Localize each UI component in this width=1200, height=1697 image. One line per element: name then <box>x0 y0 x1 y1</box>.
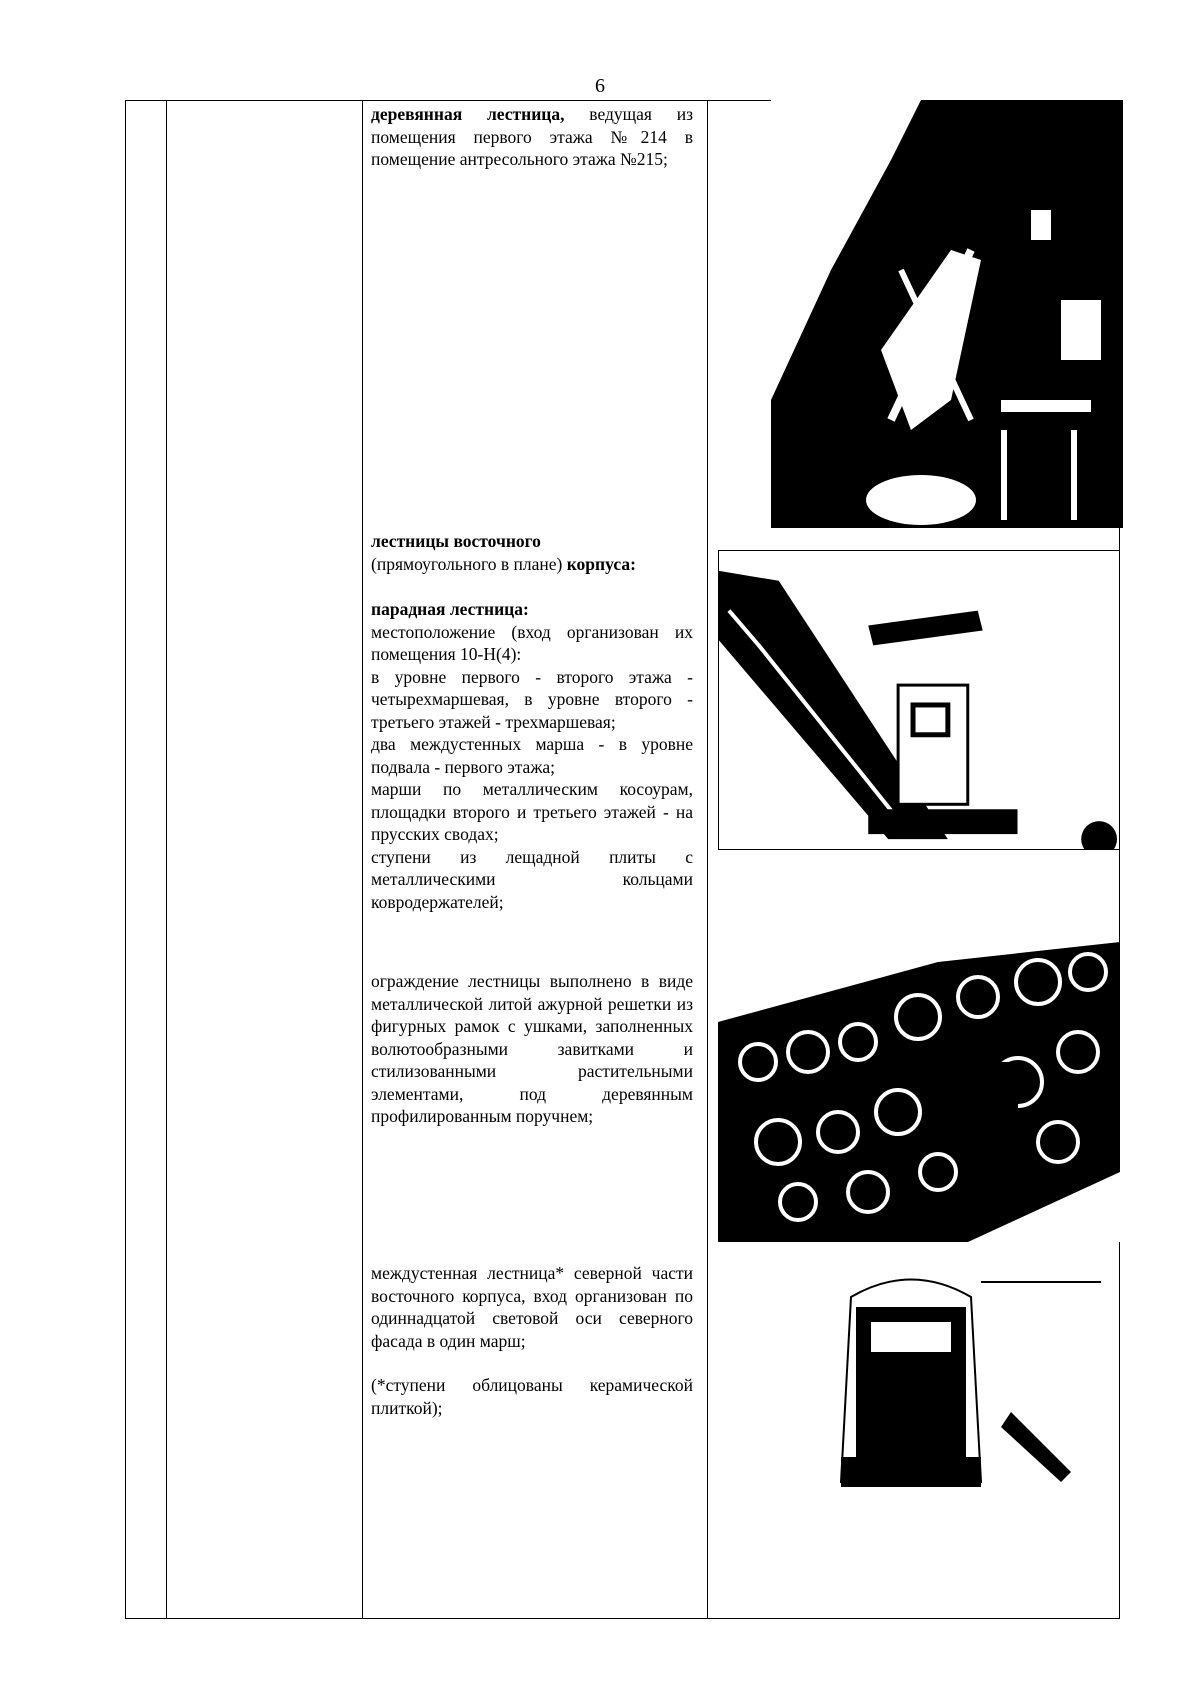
main-stair-item: два междустенных марша - в уровне подвала - первого этажа; <box>371 734 693 777</box>
main-stair-item: ступени из лещадной плиты с металлическими кольцами ковродержателей; <box>371 846 693 912</box>
east-wing-heading-line1: лестницы восточного <box>371 531 541 551</box>
main-stair-item: местоположение (вход организован их помещения 10-Н(4): <box>371 621 693 664</box>
east-wing-heading-plan: (прямоугольного в плане) <box>371 553 563 574</box>
column-divider-1 <box>166 101 167 1618</box>
block-main-stair <box>371 598 693 913</box>
railing-text: ограждение лестницы выполнено в виде металлической литой ажурной решетки из фигурных рамок с ушками, заполненных волютообразными завитками и стилизованными растительными элементами, под деревянным профилированным поручнем; <box>371 971 693 1126</box>
main-stair-item: марши по металлическим косоурам, площадки второго и третьего этажей - на прусских сводах; <box>371 779 693 844</box>
east-wing-heading-corpus: корпуса: <box>562 553 636 574</box>
block-railing <box>371 970 693 1128</box>
interwall-stair-note: (*ступени облицованы керамической плиткой); <box>371 1375 693 1418</box>
wooden-stair-text: ведущая из помещения первого этажа №214 в помещение антресольного этажа №215; <box>371 104 693 169</box>
page-number: 6 <box>595 75 605 97</box>
main-stair-heading: парадная лестница: <box>371 599 529 619</box>
block-east-wing-heading <box>371 530 693 575</box>
column-divider-3 <box>707 101 708 1618</box>
block-interwall-stair <box>371 1262 693 1419</box>
main-stair-item: в уровне первого - второго этажа - четырехмаршевая, в уровне второго - третьего этажей - трехмаршевая; <box>371 666 693 732</box>
photo-railing <box>718 942 1120 1242</box>
block-wooden-stair <box>371 103 693 171</box>
photo-interwall-stair <box>811 1262 1109 1502</box>
photo-wooden-stair <box>771 100 1123 528</box>
column-divider-2 <box>362 101 363 1618</box>
wooden-stair-title: деревянная лестница, <box>371 104 565 124</box>
photo-main-stair <box>718 550 1120 850</box>
interwall-stair-text: междустенная лестница* северной части восточного корпуса, вход организован по одиннадцатой световой оси северного фасада в один марш; <box>371 1263 693 1351</box>
